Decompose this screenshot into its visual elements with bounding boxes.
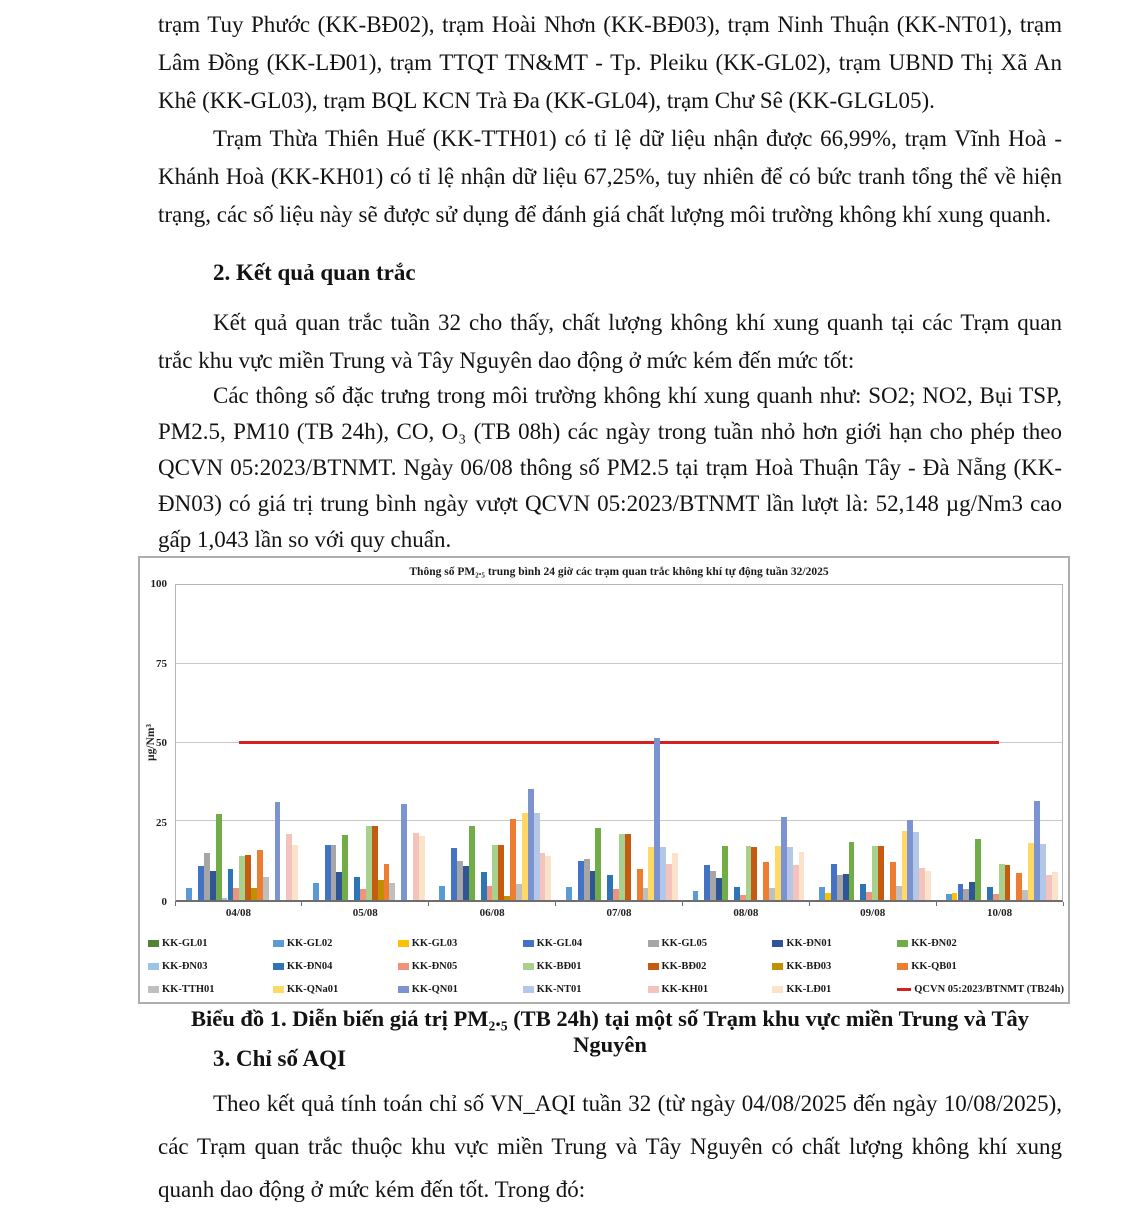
series-color-swatch bbox=[523, 986, 534, 993]
bar-KK-TTH01-05/08 bbox=[389, 883, 395, 900]
series-color-swatch bbox=[772, 963, 783, 970]
legend-label: KK-BĐ01 bbox=[536, 961, 582, 972]
y-axis-ticks bbox=[140, 578, 171, 908]
legend-label: KK-KH01 bbox=[661, 984, 709, 995]
bar-KK-LĐ01-10/08 bbox=[1052, 872, 1058, 900]
x-tick-mark bbox=[1063, 902, 1064, 906]
series-color-swatch bbox=[273, 963, 284, 970]
y-tick-label-50: 50 bbox=[156, 737, 167, 749]
legend-label: KK-BĐ03 bbox=[786, 961, 832, 972]
legend-item bbox=[148, 978, 273, 1001]
paragraph-parameters: Các thông số đặc trưng trong môi trường không khí xung quanh như: SO2; NO2, Bụi TSP, PM2.5, PM10 (TB 24h), CO, O₃ (TB 08h) các ngày trong tuần nhỏ hơn giới hạn cho phép theo QCVN 05:2023/BTNMT. Ngày 06/08 thông số PM2.5 tại trạm Hoà Thuận Tây - Đà Nẵng (KK-ĐN03) có giá trị trung bình ngày vượt QCVN 05:2023/BTNMT lần lượt là: 52,148 µg/Nm3 cao gấp 1,043 lần so với quy chuẩn. bbox=[158, 383, 1062, 552]
legend-item bbox=[273, 978, 398, 1001]
paragraph-data-rates: Trạm Thừa Thiên Huế (KK-TTH01) có tỉ lệ dữ liệu nhận được 66,99%, trạm Vĩnh Hoà - Khánh Hoà (KK-KH01) có tỉ lệ nhận dữ liệu 67,25%, tuy nhiên để có bức tranh tổng thể về hiện trạng, các số liệu này sẽ được sử dụng để đánh giá chất lượng môi trường không khí xung quanh. bbox=[158, 126, 1062, 227]
x-tick-label: 09/08 bbox=[860, 907, 886, 919]
bar-KK-GL02-06/08 bbox=[439, 886, 445, 900]
x-tick-mark bbox=[682, 902, 683, 906]
bar-KK-GL02-04/08 bbox=[186, 888, 192, 900]
series-color-swatch bbox=[772, 940, 783, 947]
bar-KK-LĐ01-06/08 bbox=[545, 856, 551, 900]
series-color-swatch bbox=[523, 963, 534, 970]
legend-label: KK-QB01 bbox=[911, 961, 957, 972]
legend-item bbox=[523, 932, 648, 955]
pm25-chart bbox=[138, 556, 1070, 1004]
series-color-swatch bbox=[897, 963, 908, 970]
bar-KK-GL02-07/08 bbox=[566, 887, 572, 900]
bar-KK-BĐ02-06/08 bbox=[498, 845, 504, 900]
legend-item bbox=[772, 978, 897, 1001]
bar-KK-ĐN02-04/08 bbox=[216, 814, 222, 900]
chart-caption: Biểu đồ 1. Diễn biến giá trị PM₂.₅ (TB 24h) tại một số Trạm khu vực miền Trung và Tây Nguyên bbox=[190, 1006, 1030, 1057]
legend-label: KK-GL04 bbox=[536, 938, 583, 949]
gridline-75 bbox=[176, 663, 1062, 664]
paragraph-aqi-intro: Theo kết quả tính toán chỉ số VN_AQI tuần 32 (từ ngày 04/08/2025 đến ngày 10/08/2025), các Trạm quan trắc thuộc khu vực miền Trung và Tây Nguyên có chất lượng không khí xung quanh dao động ở mức kém đến tốt. Trong đó: bbox=[158, 1091, 1062, 1202]
legend-label: KK-ĐN02 bbox=[911, 938, 957, 949]
legend-label: KK-NT01 bbox=[536, 984, 582, 995]
x-tick-mark bbox=[936, 902, 937, 906]
paragraph-results-intro: Kết quả quan trắc tuần 32 cho thấy, chất lượng không khí xung quanh tại các Trạm quan trắc khu vực miền Trung và Tây Nguyên dao động ở mức kém đến mức tốt: bbox=[158, 310, 1062, 373]
bar-KK-LĐ01-08/08 bbox=[799, 852, 805, 901]
bar-KK-GL02-05/08 bbox=[313, 883, 319, 900]
x-tick-label: 08/08 bbox=[733, 907, 759, 919]
legend-item bbox=[273, 955, 398, 978]
legend-label: QCVN 05:2023/BTNMT (TB24h) bbox=[914, 984, 1064, 995]
legend-label: KK-GL03 bbox=[411, 938, 458, 949]
y-axis-label: µg/Nm³ bbox=[145, 724, 157, 762]
series-color-swatch bbox=[897, 940, 908, 947]
paragraph-station-list: trạm Tuy Phước (KK-BĐ02), trạm Hoài Nhơn (KK-BĐ03), trạm Ninh Thuận (KK-NT01), trạm Lâm Đồng (KK-LĐ01), trạm TTQT TN&MT - Tp. Pleiku (KK-GL02), trạm UBND Thị Xã An Khê (KK-GL03), trạm BQL KCN Trà Đa (KK-GL04), trạm Chư Sê (KK-GLGL05). bbox=[158, 12, 1062, 113]
legend-label: KK-QN01 bbox=[411, 984, 458, 995]
legend-item bbox=[897, 978, 1064, 1001]
bar-KK-ĐN02-10/08 bbox=[975, 839, 981, 900]
legend-item bbox=[523, 978, 648, 1001]
y-tick-label-25: 25 bbox=[156, 816, 167, 829]
x-axis bbox=[175, 902, 1063, 920]
legend-item bbox=[772, 932, 897, 955]
bar-KK-TTH01-04/08 bbox=[263, 877, 269, 900]
series-color-swatch bbox=[148, 940, 159, 947]
legend-label: KK-ĐN03 bbox=[162, 961, 208, 972]
legend-item bbox=[648, 978, 773, 1001]
legend-item bbox=[897, 932, 1064, 955]
legend-label: KK-TTH01 bbox=[162, 984, 215, 995]
bar-KK-QN01-05/08 bbox=[401, 804, 407, 900]
series-color-swatch bbox=[273, 986, 284, 993]
bar-KK-LĐ01-05/08 bbox=[419, 836, 425, 900]
x-tick-label: 05/08 bbox=[352, 907, 378, 919]
legend-label: KK-ĐN04 bbox=[286, 961, 333, 972]
legend-label: KK-ĐN01 bbox=[786, 938, 832, 949]
x-tick-label: 04/08 bbox=[225, 907, 251, 919]
series-color-swatch bbox=[523, 940, 534, 947]
series-color-swatch bbox=[148, 986, 159, 993]
legend-item bbox=[273, 932, 398, 955]
heading-section-2: 2. Kết quả quan trắc bbox=[213, 260, 416, 285]
bar-KK-BĐ02-10/08 bbox=[1005, 865, 1011, 900]
legend-item bbox=[648, 932, 773, 955]
y-tick-label-0: 0 bbox=[161, 896, 167, 908]
series-color-swatch bbox=[148, 963, 159, 970]
x-tick-mark bbox=[428, 902, 429, 906]
legend-item bbox=[772, 955, 897, 978]
heading-section-3: 3. Chỉ số AQI bbox=[213, 1046, 346, 1071]
bar-KK-BĐ02-07/08 bbox=[625, 834, 631, 900]
series-color-swatch bbox=[772, 986, 783, 993]
plot-area bbox=[175, 584, 1063, 902]
chart-title: Thông số PM₂.₅ trung bình 24 giờ các trạm quan trắc không khí tự động tuần 32/2025 bbox=[409, 566, 829, 578]
legend-item bbox=[148, 932, 273, 955]
legend-item bbox=[648, 955, 773, 978]
series-color-swatch bbox=[398, 940, 409, 947]
bar-KK-BĐ02-08/08 bbox=[751, 847, 757, 900]
legend-label: KK-BĐ02 bbox=[661, 961, 707, 972]
series-color-swatch bbox=[398, 963, 409, 970]
legend-item bbox=[398, 932, 523, 955]
y-tick-label-75: 75 bbox=[156, 657, 167, 670]
bar-KK-GL02-08/08 bbox=[693, 891, 699, 900]
legend-label: KK-GL05 bbox=[661, 938, 708, 949]
bar-KK-LĐ01-04/08 bbox=[292, 845, 298, 900]
legend-label: KK-QNa01 bbox=[286, 984, 339, 995]
x-tick-mark bbox=[301, 902, 302, 906]
qcvn-line-swatch bbox=[897, 988, 911, 991]
x-tick-label: 10/08 bbox=[987, 907, 1013, 919]
legend-item bbox=[523, 955, 648, 978]
series-color-swatch bbox=[273, 940, 284, 947]
x-tick-mark bbox=[555, 902, 556, 906]
bar-KK-ĐN02-08/08 bbox=[722, 846, 728, 900]
x-tick-label: 06/08 bbox=[479, 907, 505, 919]
bar-KK-LĐ01-07/08 bbox=[672, 853, 678, 900]
bar-KK-QN01-04/08 bbox=[275, 802, 281, 900]
x-tick-mark bbox=[809, 902, 810, 906]
bar-KK-ĐN02-05/08 bbox=[342, 835, 348, 900]
legend-item bbox=[398, 978, 523, 1001]
legend-label: KK-ĐN05 bbox=[411, 961, 458, 972]
chart-legend bbox=[148, 932, 1064, 1001]
x-tick-label: 07/08 bbox=[606, 907, 632, 919]
bar-KK-BĐ02-09/08 bbox=[878, 846, 884, 900]
legend-item bbox=[398, 955, 523, 978]
legend-label: KK-LĐ01 bbox=[786, 984, 832, 995]
bar-KK-LĐ01-09/08 bbox=[925, 871, 931, 900]
series-color-swatch bbox=[648, 963, 659, 970]
y-tick-label-100: 100 bbox=[150, 578, 167, 590]
series-color-swatch bbox=[648, 940, 659, 947]
qcvn-limit-line bbox=[239, 741, 998, 744]
gridline-25 bbox=[176, 820, 1062, 821]
x-tick-mark bbox=[175, 902, 176, 906]
bar-KK-ĐN02-06/08 bbox=[469, 826, 475, 900]
legend-label: KK-GL01 bbox=[162, 938, 208, 949]
legend-label: KK-GL02 bbox=[286, 938, 333, 949]
bar-KK-ĐN02-07/08 bbox=[595, 828, 601, 900]
bar-KK-ĐN02-09/08 bbox=[849, 842, 855, 900]
legend-item bbox=[897, 955, 1064, 978]
series-color-swatch bbox=[648, 986, 659, 993]
series-color-swatch bbox=[398, 986, 409, 993]
legend-item bbox=[148, 955, 273, 978]
